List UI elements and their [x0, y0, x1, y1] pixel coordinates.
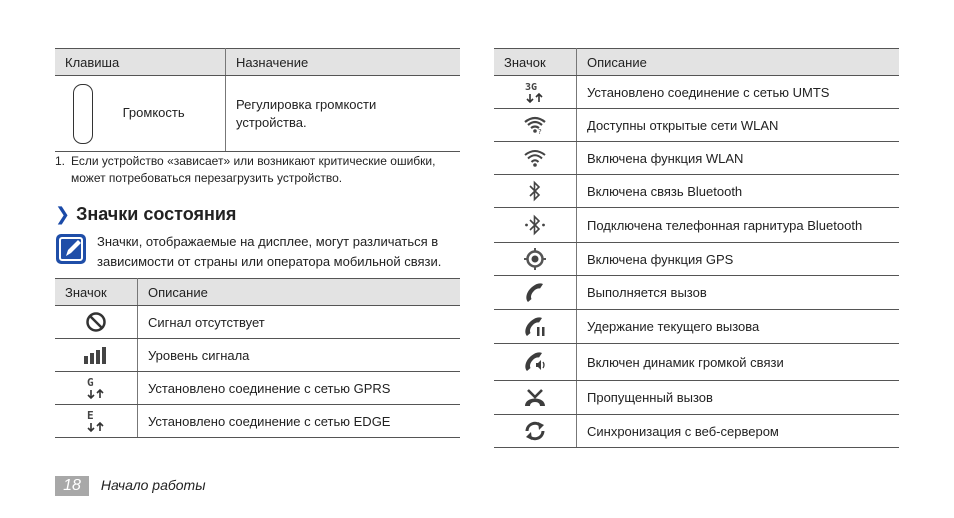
- note-pencil-icon: [55, 233, 87, 270]
- icon-description: Уровень сигнала: [138, 339, 461, 372]
- table-row: [494, 344, 899, 381]
- svg-text:G: G: [87, 376, 94, 389]
- table-row: [494, 276, 899, 310]
- icons-left-header-icon: Значок: [55, 279, 138, 306]
- key-purpose-text: Регулировка громкости устройства.: [236, 96, 377, 130]
- status-icons-table-right: [494, 48, 899, 448]
- page-number: 18: [55, 476, 89, 496]
- bluetooth-headset-icon: [524, 216, 546, 231]
- table-row: [494, 142, 899, 175]
- footnote-number: 1.: [55, 154, 66, 168]
- page-footer: [55, 476, 206, 496]
- table-row: [494, 175, 899, 208]
- svg-text:3G: 3G: [525, 82, 538, 93]
- icon-description: Удержание текущего вызова: [577, 310, 900, 344]
- icon-description: Установлено соединение с сетью UMTS: [577, 76, 900, 109]
- umts-icon: [523, 83, 547, 98]
- no-signal-icon: [85, 313, 107, 328]
- section-title-text: Значки состояния: [76, 204, 237, 224]
- signal-strength-icon: [83, 346, 109, 361]
- icon-description: Включена связь Bluetooth: [577, 175, 900, 208]
- table-row: [55, 306, 460, 339]
- footnote: [55, 153, 460, 187]
- key-cell: [55, 76, 226, 152]
- volume-key-icon: [73, 84, 93, 144]
- table-row: [494, 415, 899, 448]
- table-row: [494, 381, 899, 415]
- table-row: [494, 76, 899, 109]
- table-row: [494, 109, 899, 142]
- icon-description: Сигнал отсутствует: [138, 306, 461, 339]
- status-icons-table-left: [55, 278, 460, 438]
- bluetooth-icon: [528, 182, 542, 197]
- table-row: [494, 208, 899, 243]
- icons-right-header-icon: Значок: [494, 49, 577, 76]
- table-row: [55, 372, 460, 405]
- gprs-icon: [85, 376, 107, 394]
- icon-description: Подключена телефонная гарнитура Bluetooth: [577, 208, 900, 243]
- table-row: [494, 243, 899, 276]
- note-text: Значки, отображаемые на дисплее, могут различаться в зависимости от страны или оператора мобильной связи.: [97, 234, 442, 269]
- keys-table: [55, 48, 460, 152]
- section-title: [55, 204, 236, 225]
- chevron-icon: ❯: [55, 204, 71, 224]
- call-icon: [524, 284, 546, 299]
- web-sync-icon: [523, 422, 547, 437]
- icon-description: Включена функция GPS: [577, 243, 900, 276]
- wlan-icon: [523, 149, 547, 164]
- keys-header-purpose: Назначение: [226, 49, 461, 76]
- key-purpose: [226, 76, 461, 152]
- edge-icon: [85, 409, 107, 427]
- table-row: [55, 76, 460, 152]
- icon-description: Установлено соединение с сетью GPRS: [138, 372, 461, 405]
- icon-description: Включена функция WLAN: [577, 142, 900, 175]
- icons-right-header-description: Описание: [577, 49, 900, 76]
- table-row: [494, 310, 899, 344]
- svg-text:E: E: [87, 409, 94, 422]
- icon-description: Доступны открытые сети WLAN: [577, 109, 900, 142]
- footer-section: Начало работы: [100, 477, 206, 493]
- footnote-text: Если устройство «зависает» или возникают критические ошибки, может потребоваться перезагрузить устройство.: [71, 154, 436, 185]
- key-name: Громкость: [122, 104, 185, 120]
- table-row: [55, 405, 460, 438]
- keys-header-key: Клавиша: [55, 49, 226, 76]
- icon-description: Установлено соединение с сетью EDGE: [138, 405, 461, 438]
- table-row: [55, 339, 460, 372]
- svg-text:?: ?: [538, 128, 542, 135]
- call-hold-icon: [523, 318, 547, 333]
- icon-description: Пропущенный вызов: [577, 381, 900, 415]
- gps-icon: [523, 250, 547, 265]
- icon-description: Выполняется вызов: [577, 276, 900, 310]
- missed-call-icon: [523, 389, 547, 404]
- icon-description: Включен динамик громкой связи: [577, 344, 900, 381]
- open-wlan-icon: [523, 116, 547, 135]
- speakerphone-icon: [523, 353, 547, 368]
- icons-left-header-description: Описание: [138, 279, 461, 306]
- icon-description: Синхронизация с веб-сервером: [577, 415, 900, 448]
